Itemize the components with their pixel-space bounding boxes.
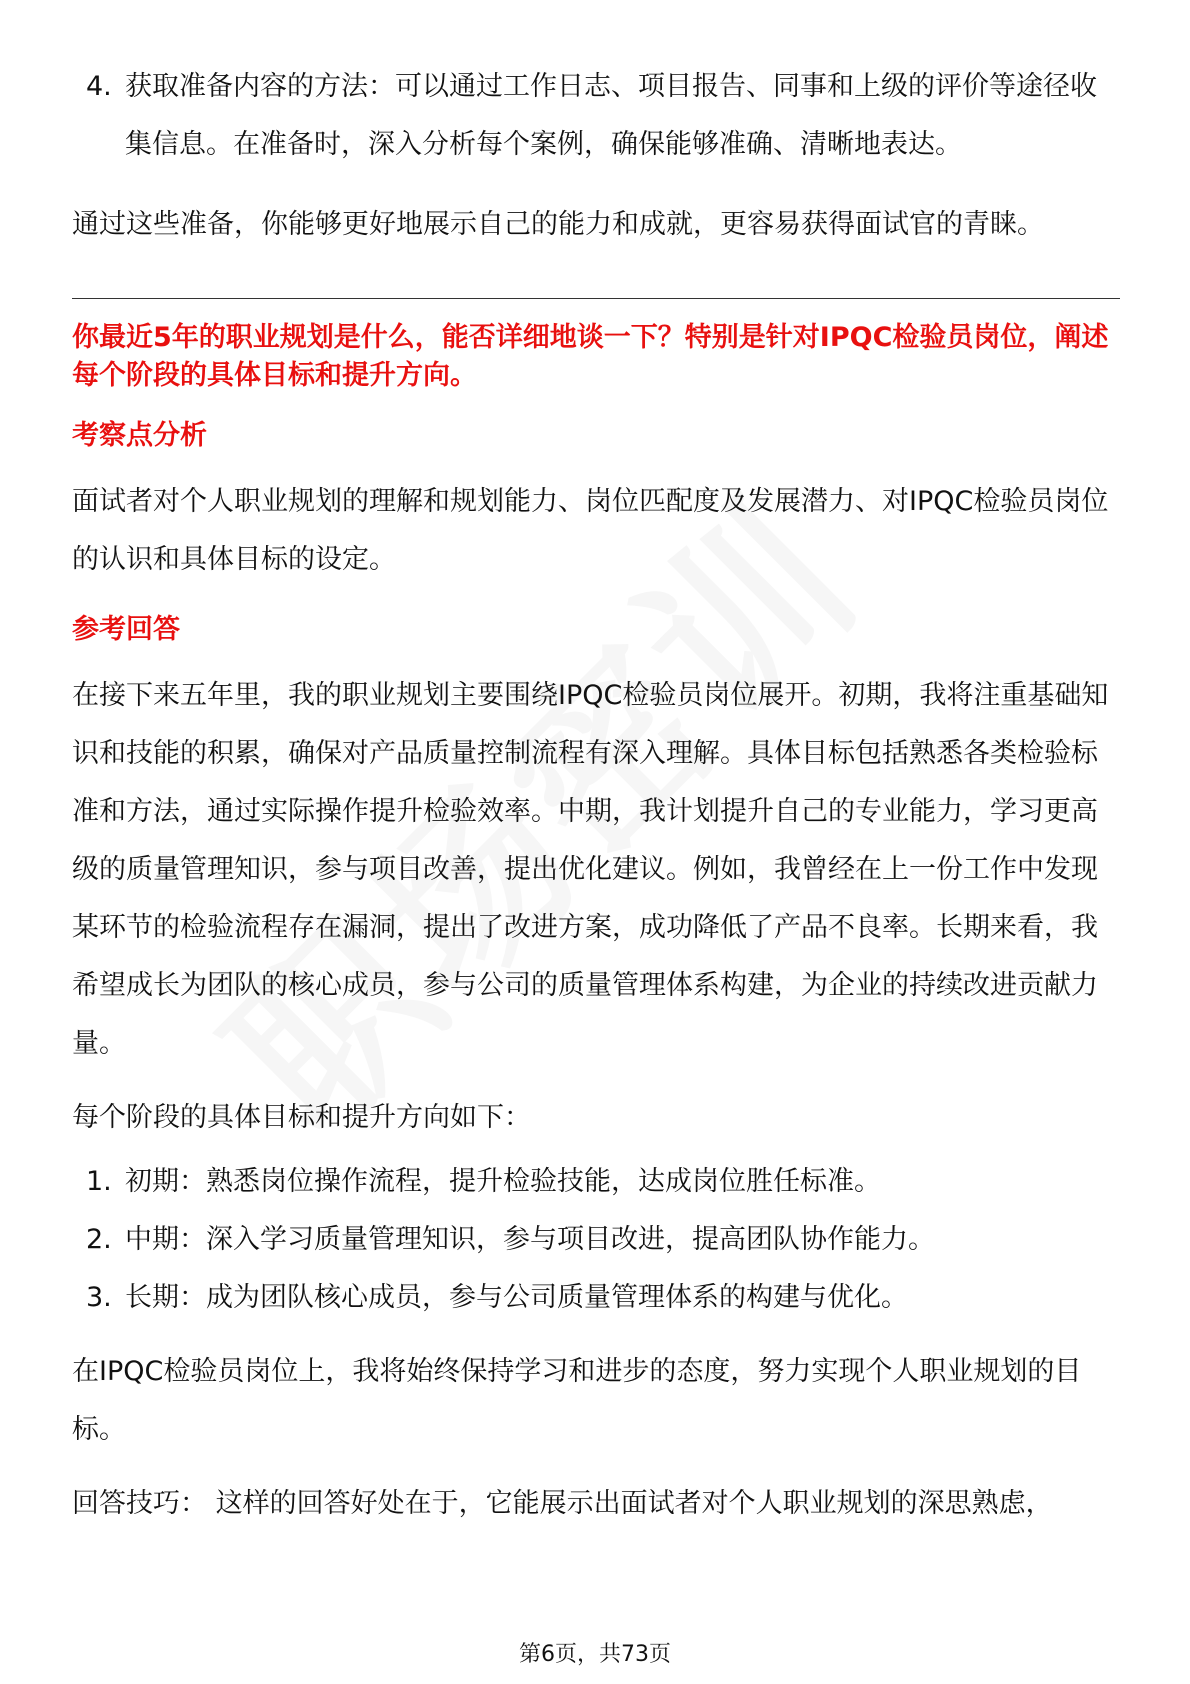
list-item-text: 获取准备内容的方法：可以通过工作日志、项目报告、同事和上级的评价等途径收集信息。在准备时，深入分析每个案例，确保能够准确、清晰地表达。 <box>125 71 1097 160</box>
answer-heading: 参考回答 <box>72 614 180 645</box>
section-divider <box>72 298 1120 299</box>
answer-paragraph: 在接下来五年里，我的职业规划主要围绕IPQC检验员岗位展开。初期，我将注重基础知识和技能的积累，确保对产品质量控制流程有深入理解。具体目标包括熟悉各类检验标准和方法，通过实际操作提升检验效率。中期，我计划提升自己的专业能力，学习更高级的质量管理知识，参与项目改善，提出优化建议。例如，我曾经在上一份工作中发现某环节的检验流程存在漏洞，提出了改进方案，成功降低了产品不良率。长期来看，我希望成长为团队的核心成员，参与公司的质量管理体系构建，为企业的持续改进贡献力量。 <box>72 680 1109 1059</box>
list-item <box>72 1211 1120 1269</box>
answer-tip: 回答技巧： 这样的回答好处在于，它能展示出面试者对个人职业规划的深思熟虑， <box>72 1488 1053 1519</box>
list-item-text: 长期：成为团队核心成员，参与公司质量管理体系的构建与优化。 <box>125 1282 908 1313</box>
conclusion-paragraph: 在IPQC检验员岗位上，我将始终保持学习和进步的态度，努力实现个人职业规划的目标。 <box>72 1356 1082 1445</box>
closing-paragraph: 通过这些准备，你能够更好地展示自己的能力和成就，更容易获得面试官的青睐。 <box>72 209 1044 240</box>
list-item-text: 中期：深入学习质量管理知识，参与项目改进，提高团队协作能力。 <box>125 1224 935 1255</box>
analysis-heading: 考察点分析 <box>72 420 207 451</box>
list-number: 3. <box>86 1282 112 1313</box>
stages-list <box>72 1153 1120 1327</box>
list-item <box>72 58 1120 174</box>
list-number: 2. <box>86 1224 112 1255</box>
question-title: 你最近5年的职业规划是什么，能否详细地谈一下？特别是针对IPQC检验员岗位，阐述每个阶段的具体目标和提升方向。 <box>72 322 1109 391</box>
page-content <box>72 58 1120 1533</box>
list-item <box>72 1269 1120 1327</box>
analysis-text: 面试者对个人职业规划的理解和规划能力、岗位匹配度及发展潜力、对IPQC检验员岗位的认识和具体目标的设定。 <box>72 486 1109 575</box>
stages-intro: 每个阶段的具体目标和提升方向如下： <box>72 1102 531 1133</box>
list-number: 4. <box>86 71 112 102</box>
page-footer: 第6页，共73页 <box>519 1642 671 1667</box>
list-number: 1. <box>86 1166 112 1197</box>
list-item <box>72 1153 1120 1211</box>
list-item-text: 初期：熟悉岗位操作流程，提升检验技能，达成岗位胜任标准。 <box>125 1166 881 1197</box>
